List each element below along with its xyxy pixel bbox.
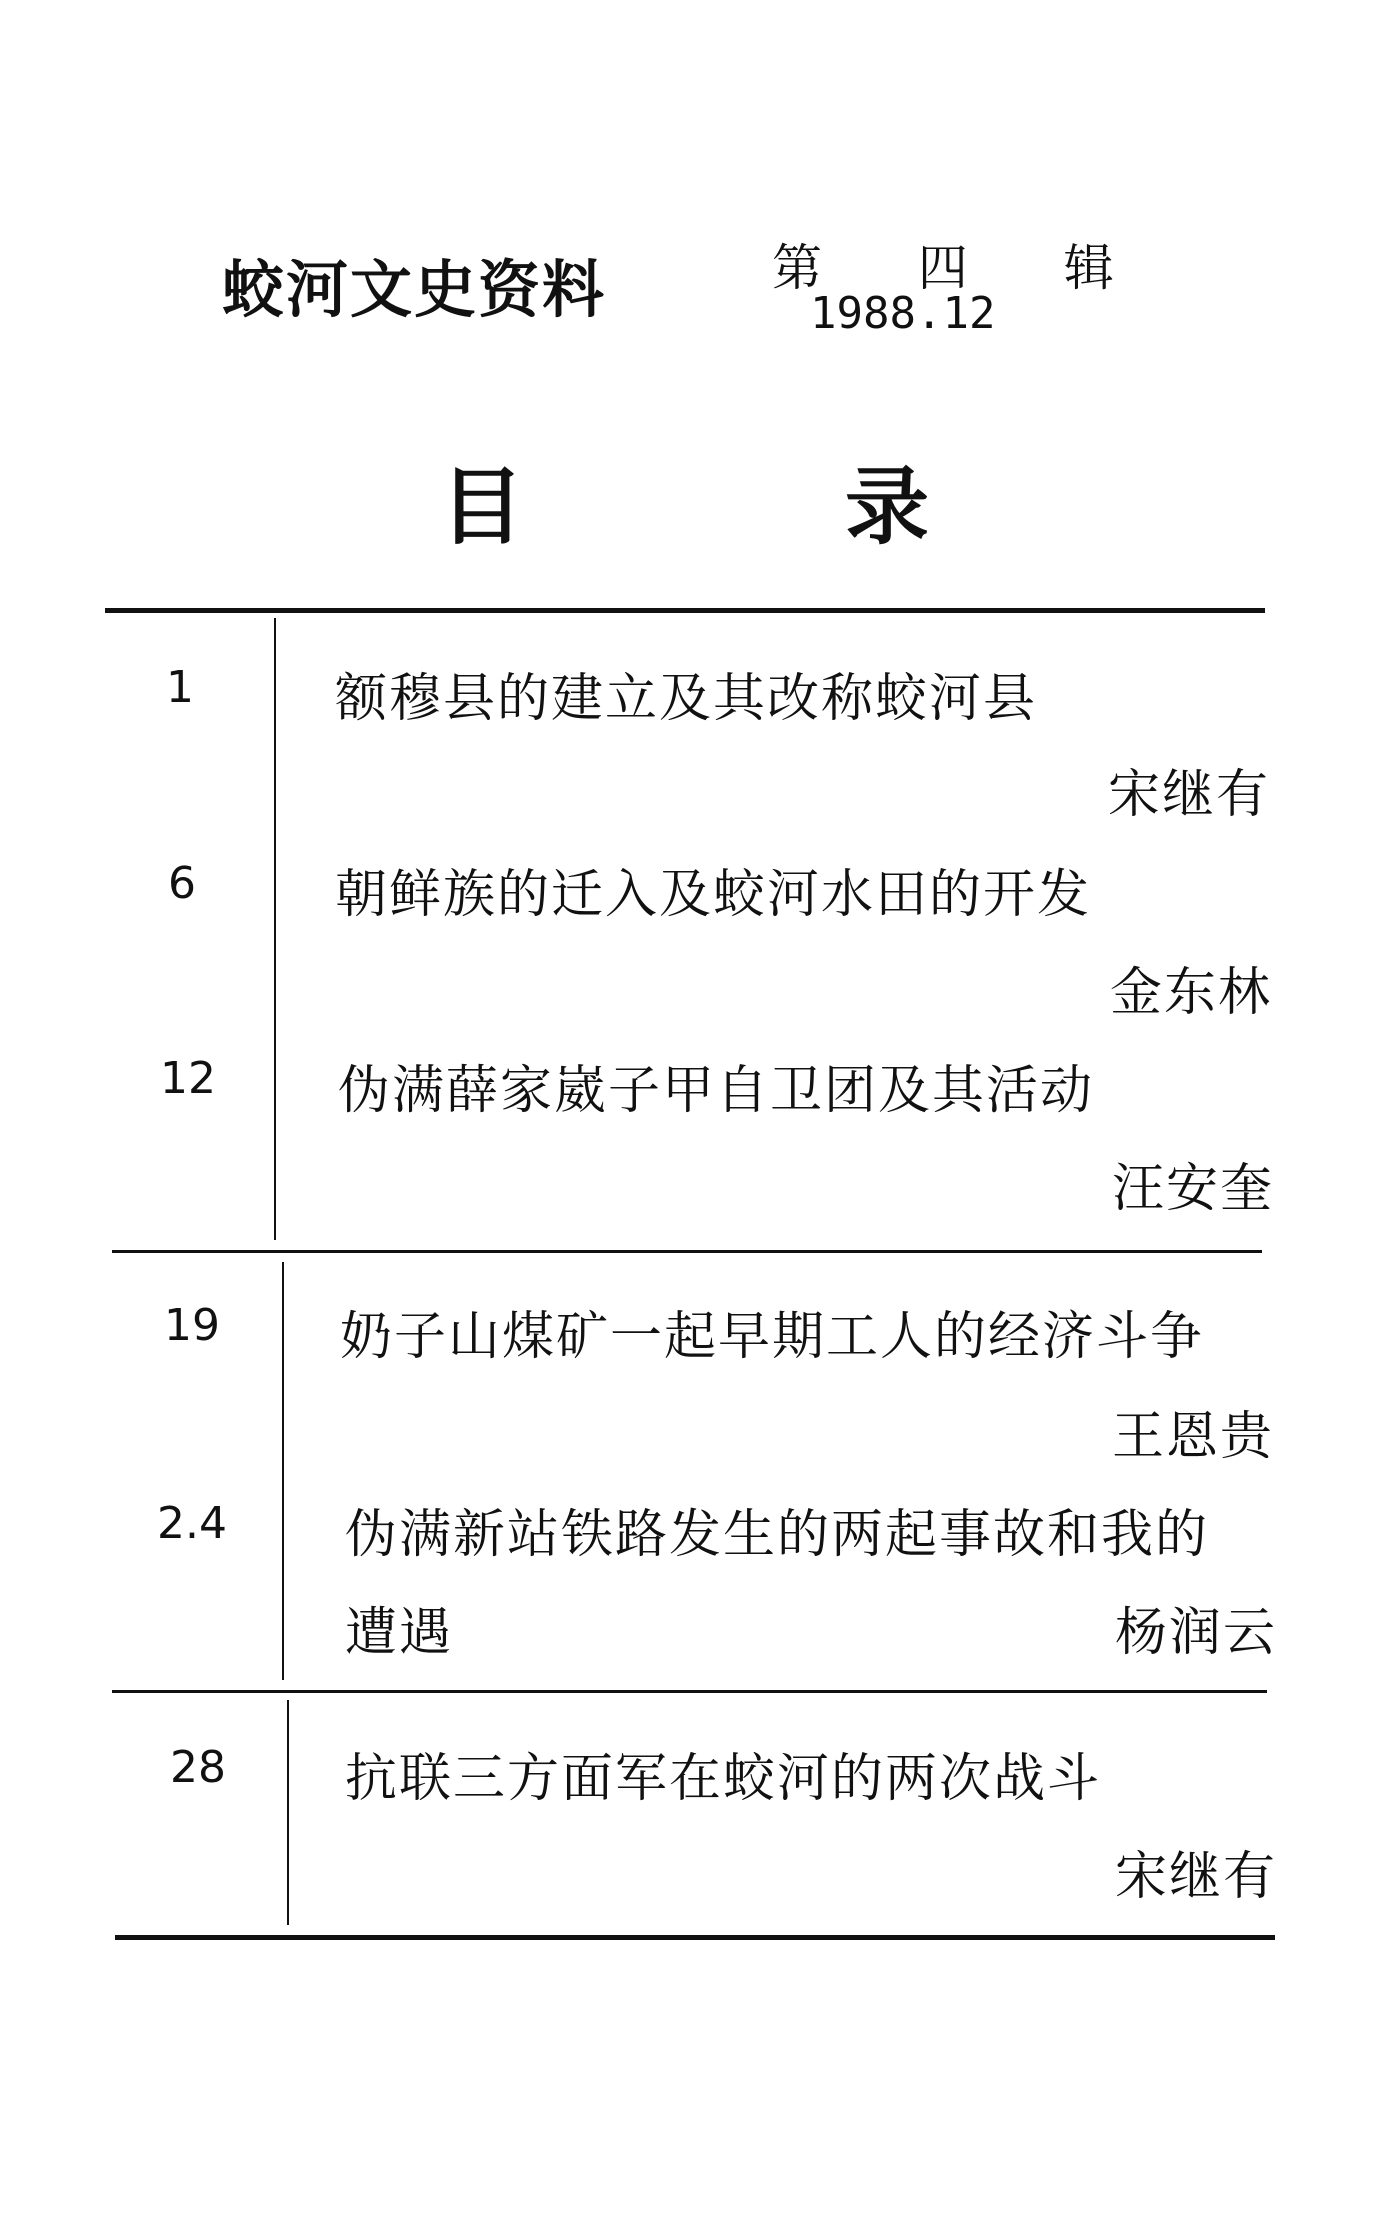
toc-article-author: 金东林 [1109,963,1272,1023]
section-divider-2 [112,1690,1267,1693]
column-separator-3 [287,1700,289,1925]
toc-page-number: 2.4 [157,1498,227,1549]
toc-heading-second: 录 [845,458,930,556]
series-title: 蛟河文史资料 [222,253,607,326]
section-divider-1 [112,1250,1262,1253]
toc-page-number: 19 [164,1300,220,1351]
top-rule [105,608,1265,613]
toc-page-number: 1 [166,662,194,713]
toc-article-title: 朝鲜族的迁入及蛟河水田的开发 [335,865,1092,925]
toc-page-number: 28 [170,1742,226,1793]
toc-article-title-continued: 遭遇 [345,1603,454,1663]
toc-article-title: 抗联三方面军在蛟河的两次战斗 [345,1749,1102,1809]
toc-article-author: 宋继有 [1107,765,1270,825]
column-separator-2 [282,1262,284,1680]
toc-article-author: 宋继有 [1114,1847,1277,1907]
issue-number: 第 四 辑 [772,239,1154,297]
toc-article-title: 奶子山煤矿一起早期工人的经济斗争 [340,1307,1205,1367]
toc-article-author: 汪安奎 [1111,1159,1274,1219]
toc-article-title: 伪满薛家崴子甲自卫团及其活动 [338,1061,1095,1121]
toc-article-title: 伪满新站铁路发生的两起事故和我的 [345,1505,1210,1565]
toc-article-title: 额穆县的建立及其改称蛟河县 [335,669,1038,729]
toc-article-author: 王恩贵 [1111,1407,1274,1467]
issue-date: 1988.12 [810,288,996,339]
toc-article-author: 杨润云 [1114,1603,1277,1663]
toc-heading-first: 目 [440,458,525,556]
toc-page-number: 6 [168,858,196,909]
toc-page-number: 12 [160,1053,216,1104]
bottom-rule [115,1935,1275,1940]
column-separator-1 [274,618,276,1240]
